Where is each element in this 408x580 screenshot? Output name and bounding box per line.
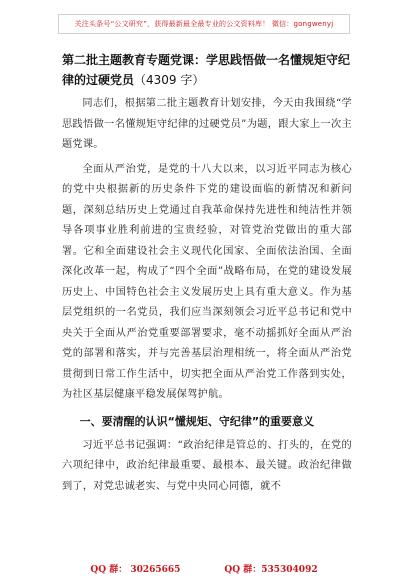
section-heading: 一、要清醒的认识“懂规矩、守纪律”的重要意义 <box>79 414 315 428</box>
title-text: 第二批主题教育专题党课：学思践悟做一名懂规矩守纪律的过硬党员 <box>62 53 351 87</box>
qq-group-2: QQ 群：535304092 <box>224 565 318 575</box>
word-count: （4309 字） <box>134 73 205 87</box>
paragraph-intro: 同志们，根据第二批主题教育计划安排，今天由我围绕“学思践悟做一名懂规矩守纪律的过硬党员”为题，跟大家上一次主题党课。 <box>62 98 352 150</box>
paragraph-main: 全面从严治党，是党的十八大以来，以习近平同志为核心的党中央根据新的历史条件下党的建设面临的新情况和新问题，深刻总结历史上党通过自我革命保持先进性和纯洁性并领导各项事业胜利前进的宝贵经验，对管党治党做出的重大部署。它和全面建设社会主义现代化国家、全面依法治国、全面深化改革一起，构成了“四个全面”战略布局，在党的建设发展历史上、中国特色社会主义发展历史上具有重大意义。作为基层党组织的一名党员，我们应当深刻领会习近平总书记和党中央关于全面从严治党重要部署要求，毫不动摇抓好全面从严治党的部署和落实，并与完善基层治理相统一，将全面从严治党贯彻到日常工作生活中，切实把全面从严治党工作落到实处，为社区基层健康平稳发展保驾护航。 <box>62 163 352 400</box>
qq-group-1: QQ 群： 30265665 <box>90 565 181 575</box>
document-title <box>62 50 352 90</box>
document-body <box>62 50 352 497</box>
page-footer <box>0 562 408 575</box>
promo-banner: 关注头条号“公文研究”，获得最新最全最专业的公文资料库！ 微信：gongwenyj <box>58 14 350 34</box>
section-paragraph: 习近平总书记强调：“政治纪律是管总的、打头的，在党的六项纪律中，政治纪律最重要、最根本、最关键。政治纪律做到了，对党忠诚老实、与党中央同心同德，就不 <box>62 439 352 492</box>
